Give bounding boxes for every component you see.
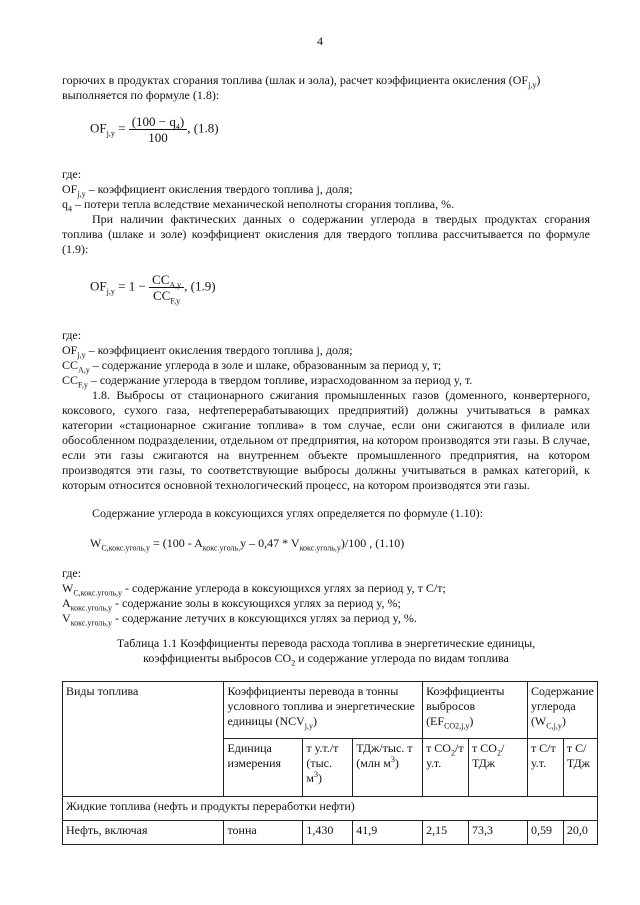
cell-c1: 0,59: [527, 821, 563, 845]
sh-ef1-b: /т у.т.: [426, 741, 464, 770]
f19-eq: = 1 −: [118, 278, 146, 294]
sh-tj-sup: 3: [390, 755, 395, 764]
table-title-line-2: [62, 651, 590, 666]
th-conv-a: Коэффициенты перевода в тонны условного топлива и энергетические единицы (NCV: [227, 684, 415, 728]
w2l3-text: – содержание углерода в твердом топливе, израсходованном за период y, т.: [87, 373, 473, 387]
f110-w: W: [90, 536, 102, 550]
th-emission: [423, 682, 528, 739]
f18-denominator: 100: [148, 130, 168, 145]
f18-label: , (1.8): [187, 120, 219, 136]
w3l3-text: - содержание летучих в коксующихся углях за период y, %.: [112, 611, 417, 625]
w1l2-sub: 4: [68, 204, 72, 214]
cell-ef1: 2,15: [423, 821, 469, 845]
table-section-row: [63, 797, 598, 821]
w3l3-sub: кокс.уголь,y: [70, 618, 113, 628]
w1l1-sym: OF: [62, 182, 78, 196]
w2l2-text: – содержание углерода в золе и шлаке, образованным за период y, т;: [89, 358, 442, 372]
intro-sub: j,y: [528, 80, 537, 90]
cell-unit: тонна: [224, 821, 303, 845]
w3l1-sub: C,кокс.уголь,y: [73, 588, 122, 598]
where3-line-2: [62, 596, 401, 611]
w1l1-sub: j,y: [77, 189, 86, 199]
th-ef-sub: CO2,j,y: [444, 721, 470, 731]
sh-tj: [353, 739, 423, 797]
th-conv-sub: j,y: [304, 721, 314, 731]
paragraph-1-8: 1.8. Выбросы от стационарного сжигания промышленных газов (доменного, конвертерного, коксового, сухого газа, нефтеперерабатывающих предприятий) должны учитываться в рамках категории «стационарное сжигание топлива» в том случае, если они сжигаются в филиале или обособленном подразделении, отдельном от предприятия, на котором производятся эти газы. В случае, если эти газы сжигаются на внутреннем объекте промышленного предприятия, на котором производятся эти газы, то соответствующие выбросы должны учитываться в рамках категорий, к которым относится основной технологический процесс, на котором производятся эти газы.: [62, 388, 590, 492]
w2l1-sub: j,y: [77, 350, 86, 360]
formula-1-9: [90, 272, 216, 306]
w3l2-text: - содержание золы в коксующихся углях за период y, %;: [112, 596, 401, 610]
f18-lhs: OF: [90, 120, 107, 136]
w3l1-text: - содержание углерода в коксующихся углях за период y, т С/т;: [122, 581, 446, 595]
w2l1-text: – коэффициент окисления твердого топлива j, доля;: [85, 343, 353, 357]
w3l2-sub: кокс.уголь,y: [70, 603, 113, 613]
f19-denominator: [149, 288, 184, 306]
sh-tut-a: т у.т./т (тыс. м: [306, 741, 339, 785]
formula-1-10: [90, 536, 404, 551]
tt-l2b: и содержание углерода по видам топлива: [295, 651, 509, 665]
paragraph-coking-coal: Содержание углерода в коксующихся углях определяется по формуле (1.10):: [92, 506, 483, 520]
cell-ef2: 73,3: [469, 821, 528, 845]
where3-line-1: [62, 581, 446, 596]
table-title-line-1: Таблица 1.1 Коэффициенты перевода расхода топлива в энергетические единицы,: [116, 636, 536, 650]
f19-fraction: [149, 272, 184, 306]
f18-eq: =: [118, 120, 126, 136]
f110-p2: y – 0,47 * V: [240, 536, 300, 550]
w3l1-sym: W: [62, 581, 74, 595]
w2l3-sub: F,y: [78, 380, 88, 390]
paragraph-fact-data: При наличии фактических данных о содержании углерода в твердых продуктах сгорания топлива (шлаке и золе) коэффициент окисления для твердого топлива рассчитывается по формуле (1.9):: [62, 212, 590, 256]
sh-ef1-sub: 2: [450, 748, 455, 758]
cell-c2: 20,0: [563, 821, 597, 845]
cell-fuel: Нефть, включая: [63, 821, 224, 845]
f110-p1: = (100 - A: [150, 536, 203, 550]
sh-tut-b: ): [317, 771, 322, 785]
sh-ef1: [423, 739, 469, 797]
th-c-sub: C,j,y: [546, 721, 562, 731]
w3l2-sym: A: [62, 596, 71, 610]
sh-c2: т С/ТДж: [563, 739, 597, 797]
formula-1-8: [90, 114, 219, 145]
intro-line-2: выполняется по формуле (1.8):: [62, 88, 220, 102]
sh-tut: [303, 739, 353, 797]
sh-ef2: [469, 739, 528, 797]
f18-fraction: [129, 114, 188, 145]
f19-lhs: OF: [90, 278, 107, 294]
page-number: 4: [317, 34, 323, 48]
f19-den-text: CC: [153, 288, 171, 303]
w2l1-sym: OF: [62, 343, 78, 357]
sh-ef2-b: /ТДж: [472, 741, 505, 770]
sh-tut-sup: 3: [313, 770, 318, 779]
where1-line-1: [62, 182, 353, 197]
sh-c1: т С/т у.т.: [527, 739, 563, 797]
cell-tj: 41,9: [353, 821, 423, 845]
sh-ef2-a: т CO: [472, 741, 497, 755]
w2l3-sym: CC: [62, 373, 79, 387]
f18-num-text: (100 − q: [131, 114, 176, 129]
f18-num-end: ): [179, 114, 185, 129]
where3-line-3: [62, 611, 417, 626]
tt-l2a: коэффициенты выбросов CO: [143, 651, 292, 665]
f110-a-sub: кокс.уголь,: [202, 543, 241, 553]
intro-end: ): [536, 73, 541, 87]
where2-line-2: [62, 358, 441, 373]
w3l3-sym: V: [62, 611, 71, 625]
f19-label: , (1.9): [184, 278, 216, 294]
th-ef-b: ): [469, 714, 474, 728]
th-conversion: [224, 682, 423, 739]
f110-w-sub: C,кокс.уголь,y: [101, 543, 150, 553]
th-fuel: Виды топлива: [63, 682, 224, 797]
w2l2-sub: A,y: [78, 365, 90, 375]
f19-den-sub: F,y: [170, 296, 181, 306]
sh-unit: Единица измерения: [224, 739, 303, 797]
f110-p3: )/100 , (1.10): [340, 536, 405, 550]
where2-gde: где:: [62, 328, 82, 342]
cell-tut: 1,430: [303, 821, 353, 845]
sh-tj-b: ): [394, 756, 399, 770]
where1-gde: где:: [62, 167, 82, 181]
f18-lhs-sub: j,y: [106, 129, 115, 139]
sh-tj-a: ТДж/тыс. т (млн м: [356, 741, 413, 770]
f19-numerator: [149, 272, 184, 288]
th-ef-a: Коэффициенты выбросов (EF: [426, 684, 505, 728]
w2l2-sym: CC: [62, 358, 79, 372]
th-carbon: [527, 682, 597, 739]
w1l1-text: – коэффициент окисления твердого топлива j, доля;: [85, 182, 353, 196]
f19-lhs-sub: j,y: [106, 287, 115, 297]
th-c-b: ): [561, 714, 566, 728]
tt-l2-sub: 2: [291, 658, 296, 668]
fuel-coefficients-table: [62, 681, 598, 845]
th-c-a: Содержание углерода (W: [530, 684, 594, 728]
intro-text: горючих в продуктах сгорания топлива (шлак и зола), расчет коэффициента окисления (OF: [62, 73, 529, 87]
where2-line-1: [62, 343, 353, 358]
where3-gde: где:: [62, 566, 82, 580]
table-row: [63, 821, 598, 845]
w1l2-sym: q: [62, 197, 68, 211]
where1-line-2: [62, 197, 454, 212]
table-header-row: [63, 682, 598, 739]
th-conv-b: ): [313, 714, 318, 728]
w1l2-text: – потери тепла вследствие механической неполноты сгорания топлива, %.: [72, 197, 455, 211]
f18-numerator: [129, 114, 188, 130]
f19-num-text: CC: [152, 272, 170, 287]
f110-v-sub: кокс.уголь,y: [299, 543, 341, 553]
intro-line-1: [62, 73, 540, 88]
sh-ef1-a: т CO: [426, 741, 451, 755]
section-liquid-fuels: Жидкие топлива (нефть и продукты переработки нефти): [63, 797, 598, 821]
sh-ef2-sub: 2: [496, 748, 501, 758]
f18-num-sub: 4: [175, 122, 180, 132]
where2-line-3: [62, 373, 472, 388]
f19-num-sub: A,y: [169, 280, 182, 290]
